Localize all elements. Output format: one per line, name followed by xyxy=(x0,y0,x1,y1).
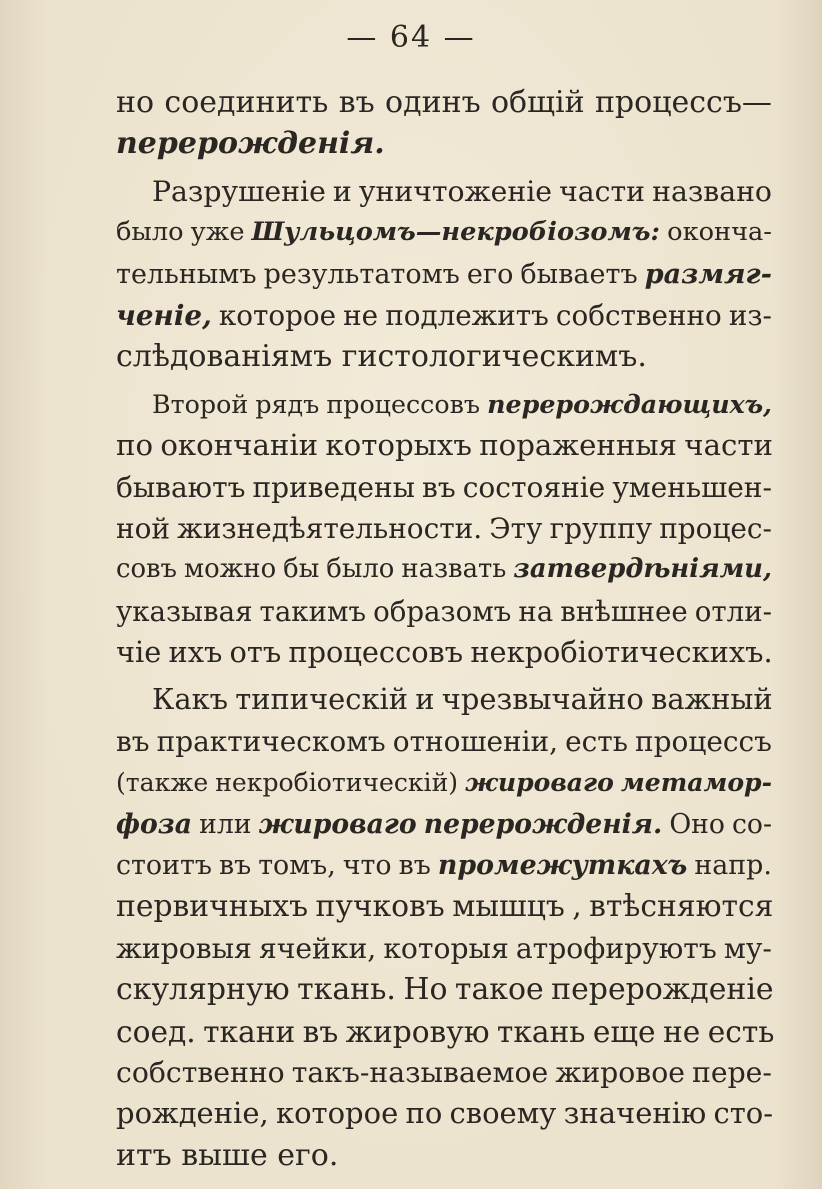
word-punct: , xyxy=(202,298,212,332)
word: жизнедѣятельности. xyxy=(177,511,483,545)
word: такъ-называемое xyxy=(291,1055,549,1089)
word: первичныхъ xyxy=(116,889,309,925)
word: из- xyxy=(728,298,772,332)
text-line xyxy=(116,171,772,212)
text-line xyxy=(116,969,772,1010)
word: но xyxy=(116,85,155,120)
emphasized-word: ченіе, xyxy=(116,298,212,332)
text-line xyxy=(116,508,772,549)
word: бываютъ xyxy=(116,470,246,504)
word: итъ xyxy=(116,1137,172,1173)
emphasized-word: промежуткахъ xyxy=(437,850,688,882)
word: стоитъ xyxy=(116,850,212,882)
word: состояніе xyxy=(462,470,606,504)
word: бы xyxy=(283,554,320,585)
text-line xyxy=(116,679,772,720)
text-line xyxy=(116,82,772,123)
word: ихъ xyxy=(168,635,223,670)
text-line xyxy=(116,591,772,632)
word: общій xyxy=(491,85,585,120)
word: выше xyxy=(181,1137,268,1173)
word: уже xyxy=(190,217,245,248)
word: въ xyxy=(422,470,456,504)
word: процессъ— xyxy=(594,85,772,120)
word: му- xyxy=(723,931,772,965)
text-line xyxy=(116,1135,772,1176)
word: Разрушеніе xyxy=(152,174,326,208)
word: Эту xyxy=(489,511,543,545)
word: которыхъ xyxy=(325,428,472,463)
word: образомъ xyxy=(373,594,512,628)
word: Второй xyxy=(152,388,249,419)
word: собственно xyxy=(555,298,722,332)
text-line xyxy=(116,336,772,377)
word: окончаніи xyxy=(160,428,319,463)
emphasized-word: жироваго xyxy=(258,808,417,840)
emphasized-word: Шульцомъ—некробіозомъ: xyxy=(251,217,660,248)
word: его. xyxy=(277,1137,339,1173)
text-line xyxy=(116,845,772,886)
word: втѣсняются xyxy=(589,889,774,925)
word: или xyxy=(199,808,252,840)
word: скулярную xyxy=(116,972,290,1008)
word: жировыя xyxy=(116,931,252,965)
word: ткань. xyxy=(297,972,396,1008)
word: его xyxy=(466,258,514,290)
word: указывая xyxy=(116,594,253,628)
word: отъ xyxy=(229,635,282,670)
text-line xyxy=(116,928,772,969)
word: было xyxy=(116,217,184,248)
word: бываетъ xyxy=(520,258,638,290)
word: отношеніи, xyxy=(392,724,559,758)
word: отли- xyxy=(694,594,772,628)
word: группу xyxy=(549,511,653,545)
text-line xyxy=(116,549,772,590)
word: пучковъ xyxy=(315,889,445,925)
word: Оно xyxy=(669,808,725,840)
word: процес- xyxy=(659,511,772,545)
word-punct: , xyxy=(763,388,772,419)
word: со- xyxy=(732,808,772,840)
word: которое xyxy=(275,1096,399,1131)
word: можно xyxy=(184,554,277,585)
emphasized-word: затвердѣніями, xyxy=(513,554,772,585)
word: жировое xyxy=(555,1055,685,1089)
word: одинъ xyxy=(385,85,481,120)
emphasized-word: фоза xyxy=(116,808,193,840)
word: гистологическимъ. xyxy=(341,339,647,375)
word: процессовъ xyxy=(288,635,464,670)
word: значенію xyxy=(563,1096,707,1131)
word: практическомъ xyxy=(156,724,386,758)
word: было xyxy=(326,554,395,585)
word: въ xyxy=(302,1013,339,1049)
word: есть xyxy=(707,1013,775,1049)
word-punct: : xyxy=(650,217,660,248)
word: Но xyxy=(403,972,448,1008)
text-line xyxy=(116,804,772,845)
word: такое xyxy=(454,972,544,1008)
text-line xyxy=(116,1093,772,1134)
word: названо xyxy=(652,174,772,208)
word: въ xyxy=(338,85,375,120)
text-line xyxy=(116,425,772,466)
text-line xyxy=(116,1052,772,1093)
word: напр. xyxy=(694,850,772,882)
text-line xyxy=(116,1011,775,1052)
emphasized-word: размяг- xyxy=(644,258,772,290)
word: тельнымъ xyxy=(116,258,257,290)
word: перерожденіе xyxy=(551,972,774,1008)
text-line xyxy=(116,632,772,673)
word: ткань xyxy=(496,1013,586,1049)
word: подлежитъ xyxy=(385,298,549,332)
text-line xyxy=(116,254,772,295)
word: процессовъ xyxy=(326,388,480,419)
word: на xyxy=(518,594,554,628)
word: некробіотическихъ. xyxy=(470,635,773,670)
word: атрофируютъ xyxy=(515,931,717,965)
text-line xyxy=(116,886,772,927)
text-line xyxy=(116,212,772,253)
word: не xyxy=(662,1013,701,1049)
word: которое xyxy=(218,298,337,332)
emphasized-word: метамор- xyxy=(620,767,772,798)
word: совъ xyxy=(116,554,177,585)
word: ткани xyxy=(203,1013,296,1049)
word: такимъ xyxy=(259,594,367,628)
word: пере- xyxy=(692,1055,772,1089)
word: части xyxy=(559,174,646,208)
body-text xyxy=(116,82,775,1176)
word: слѣдованіямъ xyxy=(116,339,333,375)
word: рожденіе, xyxy=(116,1096,269,1131)
word: соединить xyxy=(164,85,329,120)
word: собственно xyxy=(116,1055,285,1089)
word: пораженныя xyxy=(479,428,677,463)
word: мышцъ xyxy=(452,889,565,925)
emphasized-word: перерожденія. xyxy=(423,808,663,840)
word: жировую xyxy=(345,1013,490,1049)
text-line xyxy=(116,384,772,425)
text-line xyxy=(116,295,772,336)
word: процессъ xyxy=(635,724,772,758)
word: внѣшнее xyxy=(560,594,688,628)
word: и xyxy=(415,682,435,717)
word: своему xyxy=(449,1096,557,1131)
word-punct: , xyxy=(762,554,772,585)
word: которыя xyxy=(383,931,509,965)
word: въ xyxy=(218,850,252,882)
word: соед. xyxy=(116,1013,196,1049)
word: ной xyxy=(116,511,171,545)
word: по xyxy=(405,1096,443,1131)
word: не xyxy=(343,298,379,332)
emphasized-word: жироваго xyxy=(465,767,614,798)
word: еще xyxy=(592,1013,656,1049)
word: , xyxy=(572,889,582,925)
emphasized-word: перерождающихъ, xyxy=(487,388,772,419)
word: въ xyxy=(116,724,150,758)
emphasized-word: перерожденія. xyxy=(116,126,385,162)
word: чрезвычайно xyxy=(441,682,644,717)
page-number: — 64 — xyxy=(346,20,476,55)
word: важный xyxy=(651,682,773,717)
word: сто- xyxy=(713,1096,774,1131)
word: типическій xyxy=(235,682,409,717)
word: въ xyxy=(398,850,431,882)
word: что xyxy=(342,850,392,882)
word: (также xyxy=(116,768,209,798)
word: результатомъ xyxy=(263,258,460,290)
word: и xyxy=(332,174,352,208)
word: Какъ xyxy=(152,682,229,717)
word: томъ, xyxy=(258,850,336,882)
word: части xyxy=(684,428,773,463)
text-line xyxy=(116,762,772,803)
word: чіе xyxy=(116,635,162,670)
word: по xyxy=(116,428,154,463)
word: приведены xyxy=(252,470,415,504)
word: ячейки, xyxy=(258,931,377,965)
word: уничтоженіе xyxy=(358,174,553,208)
text-line xyxy=(116,467,772,508)
word: оконча- xyxy=(667,217,772,248)
text-line xyxy=(116,123,772,164)
word: назвать xyxy=(401,554,507,585)
word: есть xyxy=(565,724,628,758)
word: уменьшен- xyxy=(612,470,772,504)
word: рядъ xyxy=(255,388,320,419)
text-line xyxy=(116,721,772,762)
word: некробіотическій) xyxy=(215,768,459,798)
